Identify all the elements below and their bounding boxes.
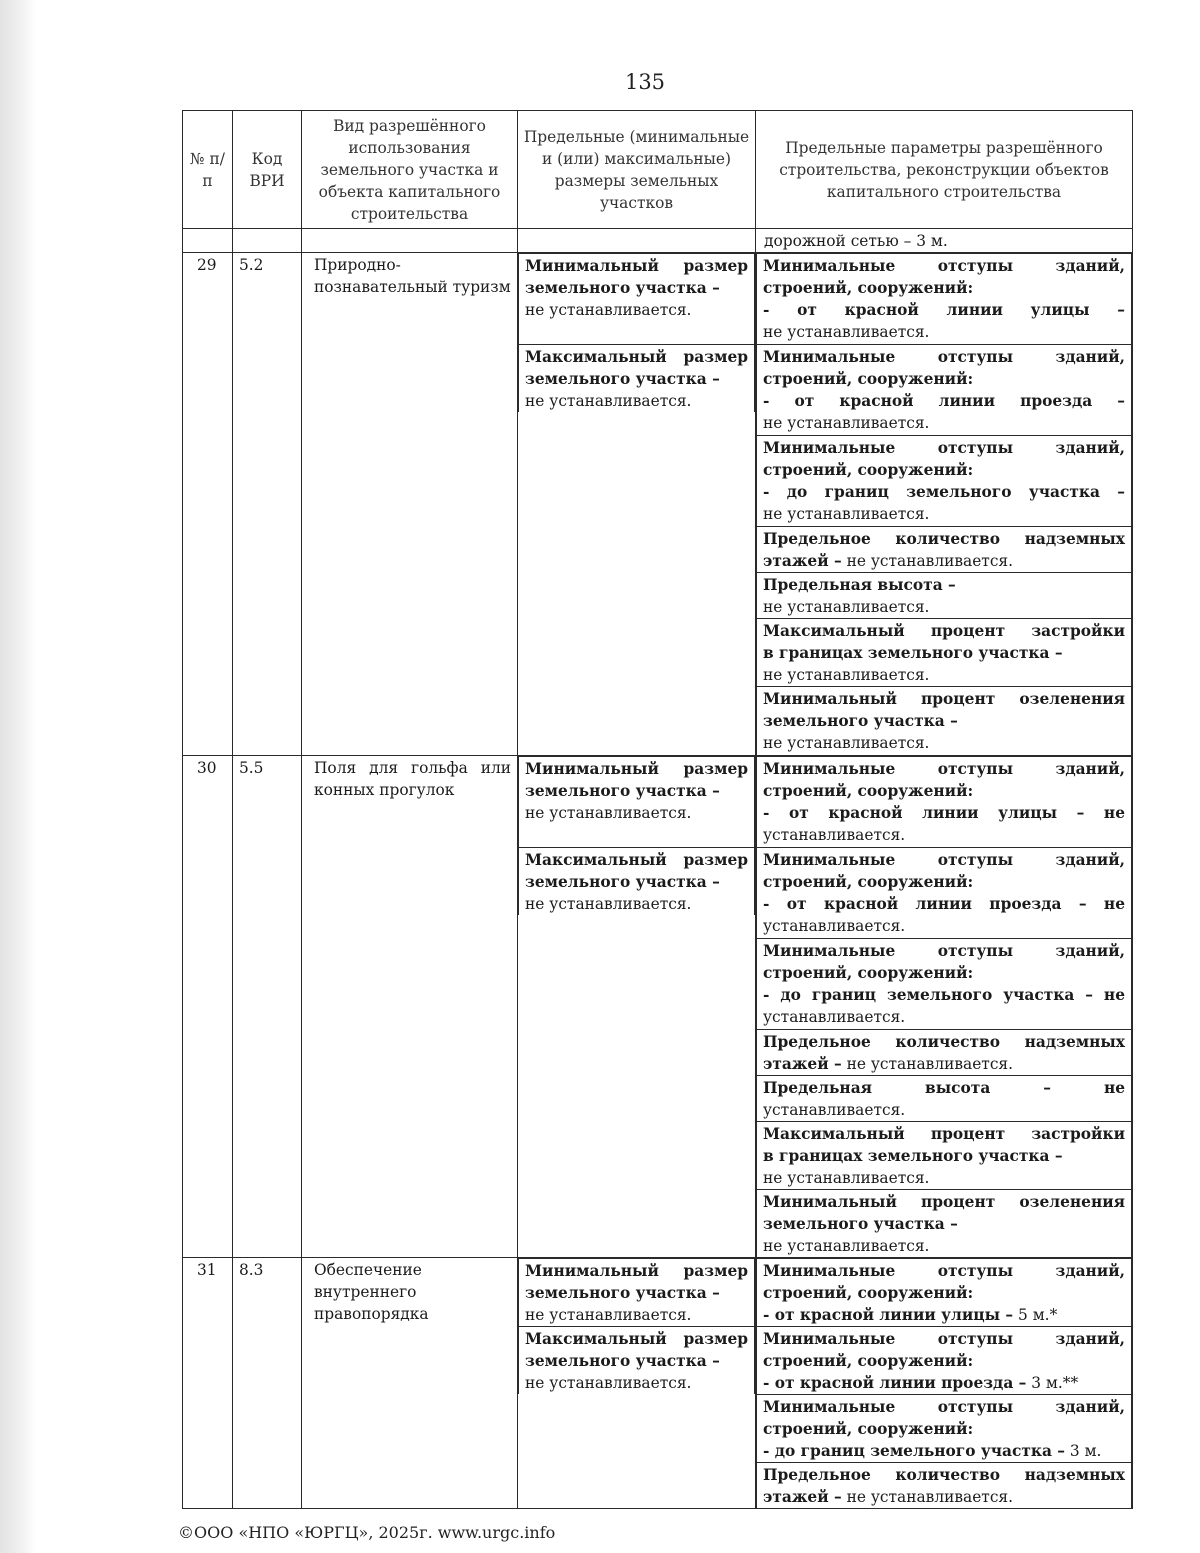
setback-label: Минимальные отступы зданий, (763, 1262, 1125, 1280)
passage-setback: - от красной линии проезда – (763, 1374, 1027, 1392)
build-pct-label2: в границах земельного участка – (763, 644, 1063, 662)
structures-label: строений, сооружений: (763, 872, 974, 891)
structures-label: строений, сооружений: (763, 963, 974, 982)
not-set-text: не устанавливается. (846, 1488, 1014, 1506)
regulations-table (182, 110, 1133, 1509)
header-code: Код ВРИ (233, 111, 302, 229)
floors-bold: этажей – (763, 552, 842, 570)
row-code: 8.3 (233, 1258, 302, 1509)
passage-setback-value: 3 м.** (1026, 1374, 1079, 1392)
build-pct-label: Максимальный процент застройки (763, 622, 1125, 640)
row-code: 5.5 (233, 755, 302, 1258)
not-set-text: устанавливается. (763, 1100, 906, 1119)
not-set-text: не устанавливается. (763, 666, 930, 684)
green-pct-label2: земельного участка – (763, 1214, 958, 1233)
params-cell (756, 755, 1133, 1258)
header-use: Вид разрешённого использования земельного участка и объекта капитального строительства (302, 111, 518, 229)
sizes-cell (518, 1258, 756, 1509)
structures-label: строений, сооружений: (763, 279, 974, 297)
not-set-text: не устанавливается. (846, 1054, 1014, 1073)
height-label: Предельная высота – (763, 576, 956, 594)
green-pct-label: Минимальный процент озеленения (763, 1192, 1125, 1211)
green-pct-label: Минимальный процент озеленения (763, 690, 1125, 708)
green-pct-label2: земельного участка – (763, 712, 958, 730)
copyright-footer: ©ООО «НПО «ЮРГЦ», 2025г. www.urgc.info (178, 1523, 556, 1542)
min-size-label: Минимальный размер (525, 257, 748, 275)
setback-label: Минимальные отступы зданий, (763, 759, 1125, 778)
street-setback: - от красной линии улицы – (763, 301, 1125, 319)
floors-label: Предельное количество надземных (763, 1466, 1125, 1484)
min-size-label: Минимальный размер (525, 759, 748, 778)
land-plot-label: земельного участка – (525, 1352, 720, 1370)
structures-label: строений, сооружений: (763, 1284, 974, 1302)
not-set-text: не устанавливается. (525, 392, 692, 410)
params-cell (756, 1258, 1133, 1509)
structures-label: строений, сооружений: (763, 1420, 974, 1438)
street-setback-value: 5 м.* (1013, 1306, 1058, 1324)
max-size-label: Максимальный размер (525, 348, 748, 366)
structures-label: строений, сооружений: (763, 781, 974, 800)
not-set-text: не устанавливается. (525, 1306, 692, 1324)
land-plot-label: земельного участка – (525, 370, 720, 388)
structures-label: строений, сооружений: (763, 370, 974, 388)
table-row (183, 253, 1133, 756)
row-num: 30 (183, 755, 233, 1258)
not-set-text: устанавливается. (763, 916, 906, 935)
page-number: 135 (624, 70, 666, 94)
not-set-text: не устанавливается. (525, 1374, 692, 1392)
setback-label: Минимальные отступы зданий, (763, 1330, 1125, 1348)
setback-label: Минимальные отступы зданий, (763, 941, 1125, 960)
header-num: № п/п (183, 111, 233, 229)
boundary-setback: - до границ земельного участка – (763, 483, 1125, 501)
floors-label: Предельное количество надземных (763, 1032, 1125, 1051)
table-row (183, 755, 1133, 1258)
row-num: 31 (183, 1258, 233, 1509)
continuation-text: дорожной сетью – 3 м. (756, 229, 1133, 253)
build-pct-label2: в границах земельного участка – (763, 1146, 1063, 1165)
land-plot-label: земельного участка – (525, 279, 720, 297)
not-set-text: не устанавливается. (763, 1168, 930, 1187)
street-setback: - от красной линии улицы – не (763, 803, 1125, 822)
land-plot-label: земельного участка – (525, 1284, 720, 1302)
params-cell (756, 253, 1133, 756)
passage-setback: - от красной линии проезда – не (763, 894, 1125, 913)
floors-label: Предельное количество надземных (763, 530, 1125, 548)
boundary-setback-value: 3 м. (1065, 1442, 1102, 1460)
not-set-text: не устанавливается. (525, 894, 692, 913)
height-label: Предельная высота – не (763, 1078, 1125, 1097)
not-set-text: не устанавливается. (525, 301, 692, 319)
not-set-text: не устанавливается. (525, 803, 692, 822)
passage-setback: - от красной линии проезда – (763, 392, 1125, 410)
setback-label: Минимальные отступы зданий, (763, 1398, 1125, 1416)
max-size-label: Максимальный размер (525, 1330, 748, 1348)
floors-bold: этажей – (763, 1054, 842, 1073)
scan-edge-shadow (0, 0, 36, 1553)
min-size-label: Минимальный размер (525, 1262, 748, 1280)
land-plot-label: земельного участка – (525, 872, 720, 891)
not-set-text: не устанавливается. (763, 505, 930, 523)
not-set-text: не устанавливается. (763, 323, 930, 341)
row-num: 29 (183, 253, 233, 756)
row-use: Природно-познавательный туризм (302, 253, 518, 756)
floors-bold: этажей – (763, 1488, 842, 1506)
sizes-cell (518, 755, 756, 1258)
not-set-text: не устанавливается. (763, 414, 930, 432)
sizes-cell (518, 253, 756, 756)
setback-label: Минимальные отступы зданий, (763, 348, 1125, 366)
not-set-text: не устанавливается. (763, 734, 930, 752)
max-size-label: Максимальный размер (525, 850, 748, 869)
row-code: 5.2 (233, 253, 302, 756)
not-set-text: устанавливается. (763, 1007, 906, 1026)
header-params: Предельные параметры разрешённого строительства, реконструкции объектов капитального строительства (756, 111, 1133, 229)
setback-label: Минимальные отступы зданий, (763, 257, 1125, 275)
setback-label: Минимальные отступы зданий, (763, 850, 1125, 869)
row-use: Поля для гольфа или конных прогулок (302, 755, 518, 1258)
not-set-text: устанавливается. (763, 825, 906, 844)
land-plot-label: земельного участка – (525, 781, 720, 800)
street-setback: - от красной линии улицы – (763, 1306, 1014, 1324)
continuation-row (183, 229, 1133, 253)
row-use: Обеспечение внутреннего правопорядка (302, 1258, 518, 1509)
boundary-setback: - до границ земельного участка – не (763, 985, 1125, 1004)
table-header-row (183, 111, 1133, 229)
boundary-setback: - до границ земельного участка – (763, 1442, 1065, 1460)
setback-label: Минимальные отступы зданий, (763, 439, 1125, 457)
build-pct-label: Максимальный процент застройки (763, 1124, 1125, 1143)
header-sizes: Предельные (минимальные и (или) максимальные) размеры земельных участков (518, 111, 756, 229)
table-row (183, 1258, 1133, 1509)
not-set-text: не устанавливается. (763, 1236, 930, 1255)
not-set-text: не устанавливается. (763, 598, 930, 616)
structures-label: строений, сооружений: (763, 1352, 974, 1370)
not-set-text: не устанавливается. (846, 552, 1014, 570)
structures-label: строений, сооружений: (763, 461, 974, 479)
